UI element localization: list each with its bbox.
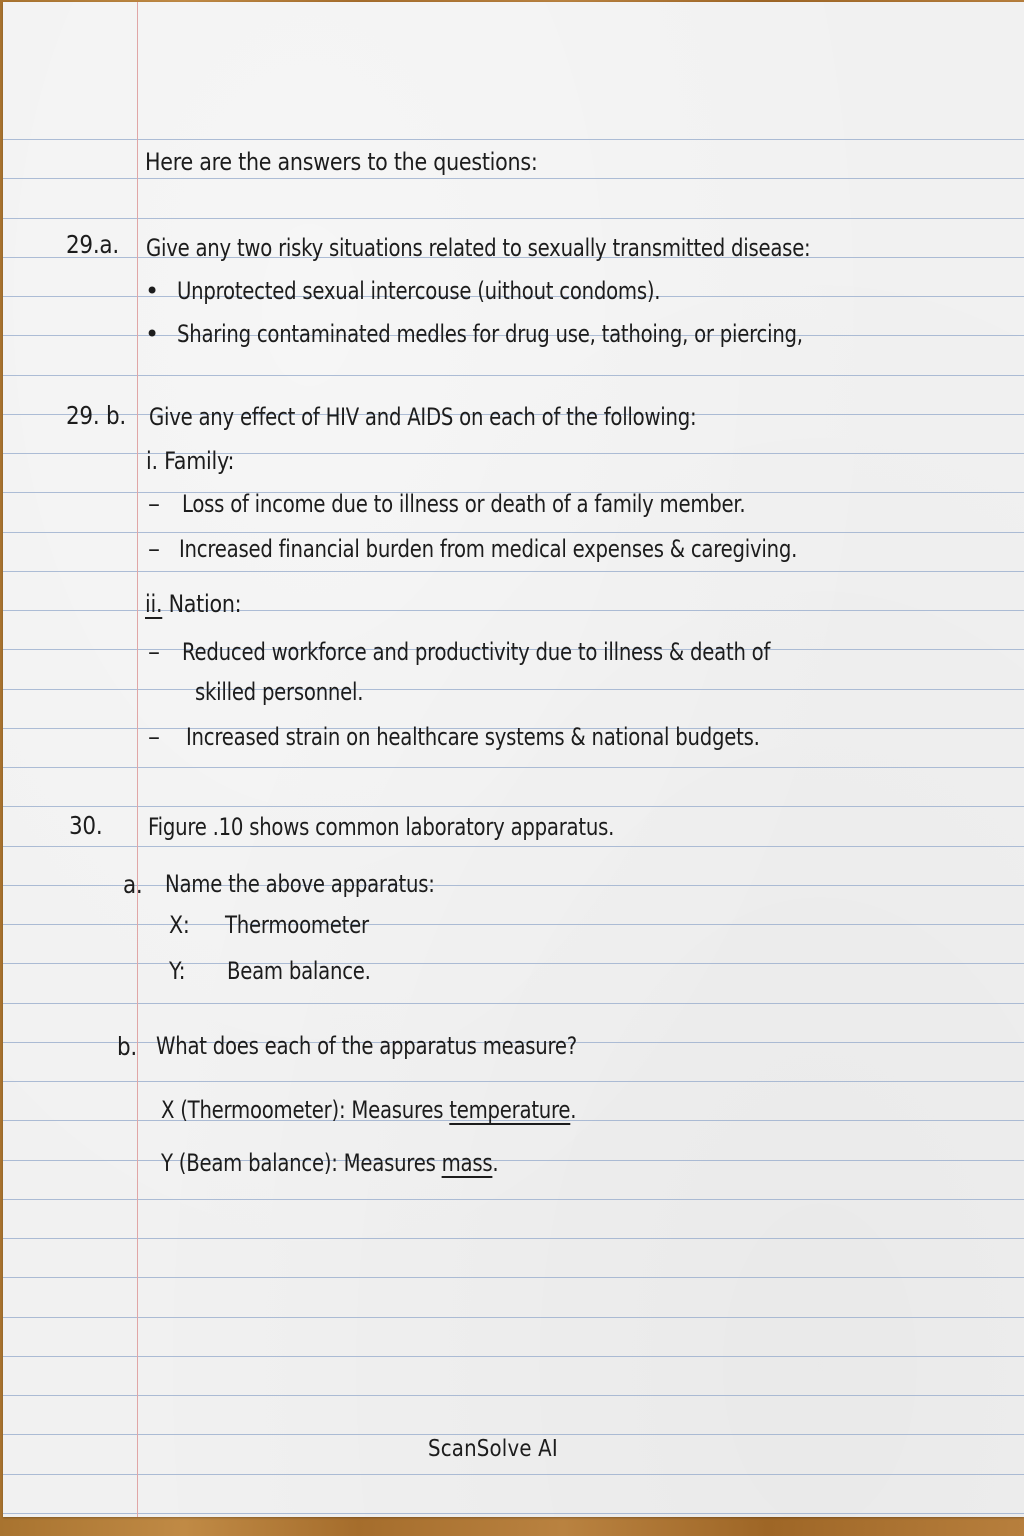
question-30a-letter: a.	[123, 870, 143, 899]
question-30b-letter: b.	[117, 1032, 137, 1061]
ruled-line	[3, 963, 1024, 964]
dash-icon: –	[148, 638, 160, 666]
family-label: i. Family:	[146, 447, 235, 475]
ruled-line	[3, 924, 1024, 925]
y-apparatus-name: Beam balance.	[227, 957, 371, 985]
ruled-line	[3, 767, 1024, 768]
question-number-29b: 29. b.	[66, 401, 126, 430]
dash-icon: –	[148, 723, 160, 751]
answer-29a-1: Unprotected sexual intercouse (uithout condoms).	[177, 277, 661, 305]
ruled-line	[3, 1395, 1024, 1396]
family-answer-2: Increased financial burden from medical expenses & caregiving.	[179, 535, 798, 563]
x-measure-prefix: X (Thermoometer): Measures	[161, 1096, 444, 1124]
notebook-page	[3, 2, 1024, 1517]
margin-line	[137, 2, 138, 1517]
answer-29a-2: Sharing contaminated medles for drug use, tathoing, or piercing,	[177, 320, 803, 348]
ruled-line	[3, 885, 1024, 886]
intro-text: Here are the answers to the questions:	[145, 148, 538, 176]
x-measure-line	[161, 1098, 576, 1122]
ruled-line	[3, 139, 1024, 140]
ruled-line	[3, 571, 1024, 572]
ruled-line	[3, 1238, 1024, 1239]
y-measure-end: .	[492, 1149, 499, 1177]
ruled-line	[3, 218, 1024, 219]
ruled-line	[3, 1160, 1024, 1161]
x-apparatus-name: Thermoometer	[225, 911, 369, 939]
x-measure-end: .	[570, 1096, 577, 1124]
nation-answer-1-cont: skilled personnel.	[195, 678, 364, 706]
dash-icon: –	[148, 490, 160, 518]
question-29a-text: Give any two risky situations related to sexually transmitted disease:	[146, 234, 811, 262]
nation-answer-2: Increased strain on healthcare systems & national budgets.	[186, 723, 760, 751]
ruled-line	[3, 1474, 1024, 1475]
ruled-line	[3, 178, 1024, 179]
ruled-line	[3, 846, 1024, 847]
ruled-line	[3, 1317, 1024, 1318]
y-measure-answer: mass	[441, 1149, 493, 1177]
nation-answer-1: Reduced workforce and productivity due to illness & death of	[182, 638, 771, 666]
dash-icon: –	[148, 535, 160, 563]
bullet-icon: •	[145, 277, 159, 305]
x-label: X:	[169, 911, 190, 939]
question-number-30: 30.	[69, 811, 103, 840]
ruled-line	[3, 1356, 1024, 1357]
y-label: Y:	[169, 957, 186, 985]
ruled-line	[3, 1199, 1024, 1200]
nation-label-number: ii.	[145, 590, 163, 618]
question-30-prompt: Figure .10 shows common laboratory apparatus.	[148, 813, 615, 841]
nation-label-text: Nation:	[168, 590, 242, 618]
y-measure-prefix: Y (Beam balance): Measures	[161, 1149, 436, 1177]
footer-brand: ScanSolve AI	[428, 1436, 558, 1462]
ruled-line	[3, 1003, 1024, 1004]
x-measure-answer: temperature	[449, 1096, 571, 1124]
ruled-line	[3, 532, 1024, 533]
question-30a-text: Name the above apparatus:	[165, 870, 435, 898]
ruled-line	[3, 1277, 1024, 1278]
family-answer-1: Loss of income due to illness or death of a family member.	[182, 490, 746, 518]
nation-label	[145, 592, 241, 616]
y-measure-line	[161, 1151, 498, 1175]
ruled-line	[3, 1081, 1024, 1082]
question-29b-text: Give any effect of HIV and AIDS on each of the following:	[149, 403, 697, 431]
bullet-icon: •	[145, 320, 159, 348]
ruled-line	[3, 689, 1024, 690]
ruled-line	[3, 375, 1024, 376]
ruled-line	[3, 1513, 1024, 1514]
question-30b-text: What does each of the apparatus measure?	[156, 1032, 578, 1060]
ruled-line	[3, 806, 1024, 807]
question-number-29a: 29.a.	[66, 230, 119, 259]
